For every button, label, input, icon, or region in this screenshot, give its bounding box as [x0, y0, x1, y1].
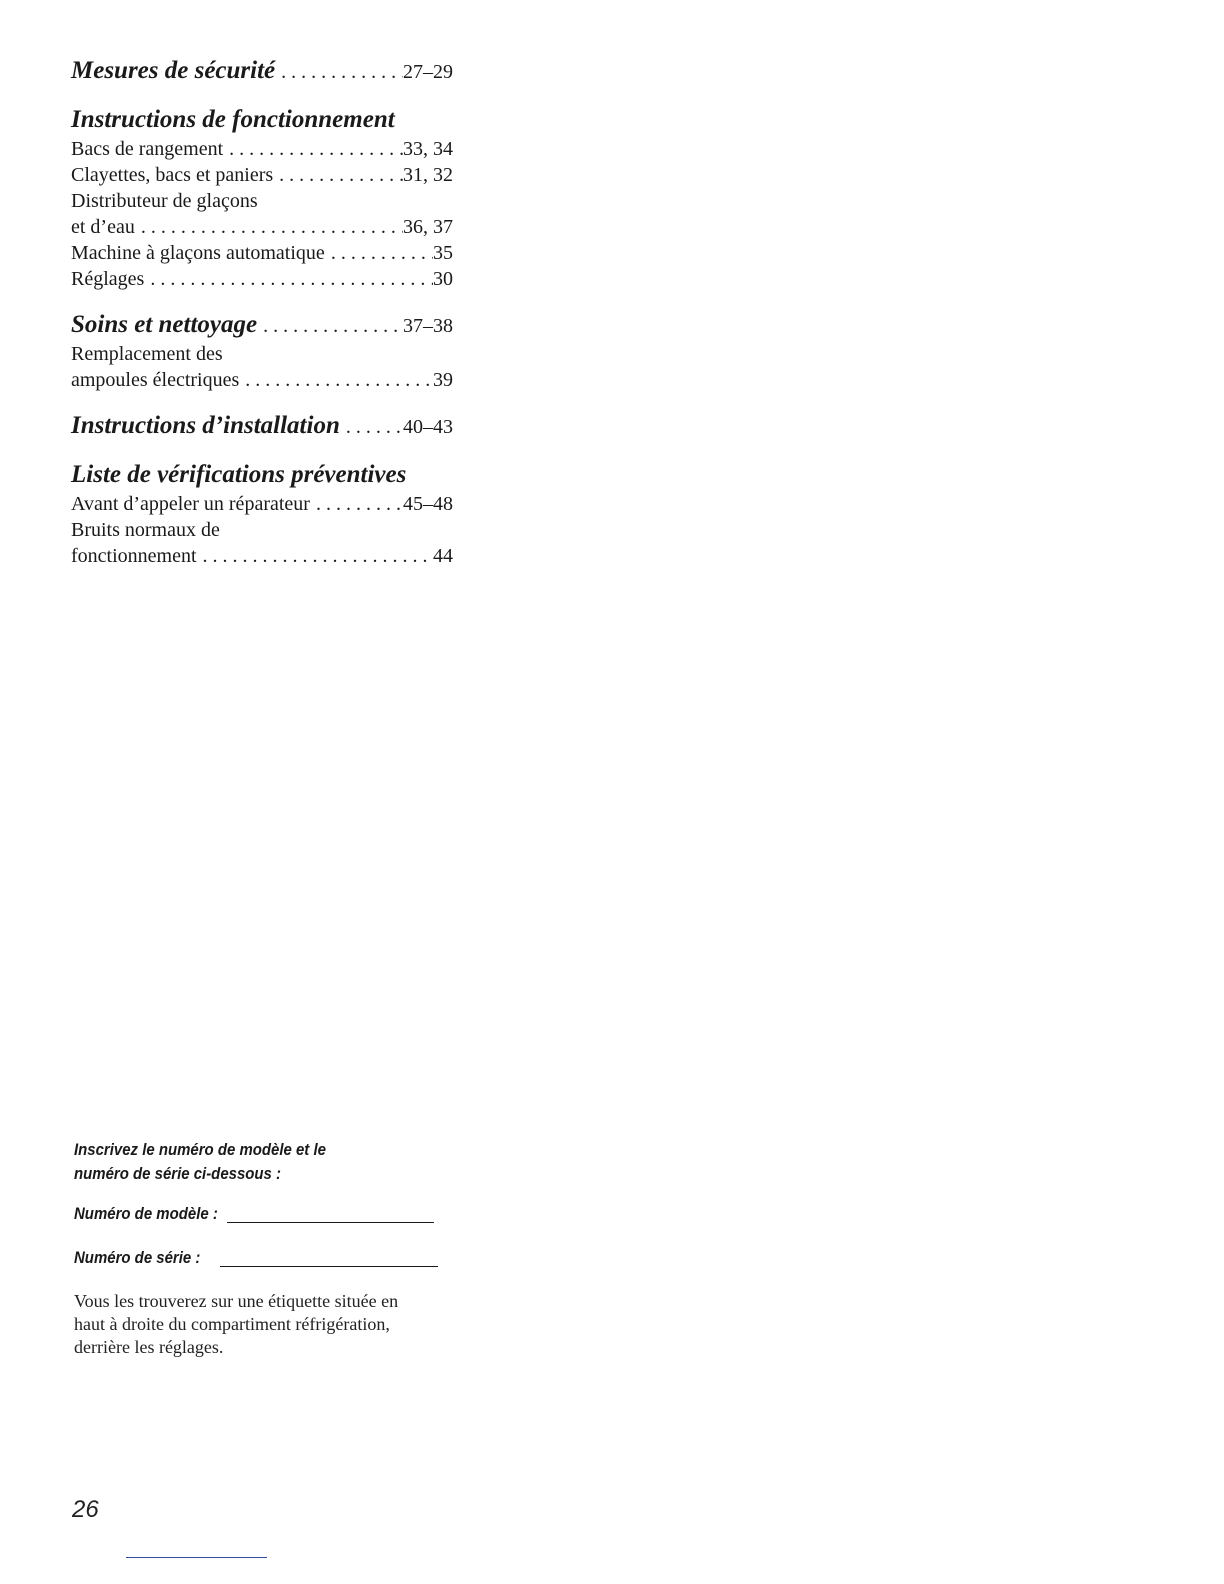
toc-heading-row[interactable] — [71, 309, 453, 341]
table-of-contents — [71, 55, 453, 586]
toc-page-range: 37–38 — [403, 315, 453, 337]
toc-heading: Instructions d’installation — [71, 412, 340, 439]
label-location-note — [74, 1290, 484, 1359]
toc-entry[interactable] — [71, 367, 453, 393]
toc-heading: Liste de vérifications préventives — [71, 461, 407, 488]
dot-leader — [275, 61, 403, 84]
toc-entry-label: Bruits normaux de — [71, 519, 220, 541]
toc-heading: Instructions de fonctionnement — [71, 106, 395, 133]
toc-entry-label: et d’eau — [71, 216, 135, 238]
toc-heading-row[interactable] — [71, 104, 453, 136]
toc-page-range: 40–43 — [403, 416, 453, 438]
toc-section-troubleshooting — [71, 459, 453, 569]
toc-entry[interactable] — [71, 543, 453, 569]
toc-entry-label: Distributeur de glaçons — [71, 190, 258, 212]
dot-leader — [135, 214, 403, 240]
toc-entry-label: ampoules électriques — [71, 369, 240, 391]
record-prompt-line: Inscrivez le numéro de modèle et le — [74, 1140, 326, 1159]
toc-entry-pages: 36, 37 — [403, 216, 453, 238]
toc-heading-row[interactable] — [71, 410, 453, 442]
record-prompt-line: numéro de série ci-dessous : — [74, 1164, 282, 1183]
toc-heading: Soins et nettoyage — [71, 311, 258, 338]
note-line: Vous les trouverez sur une étiquette située en — [74, 1291, 399, 1311]
toc-page-range: 27–29 — [403, 61, 453, 83]
model-serial-record — [74, 1138, 494, 1359]
page-number: 26 — [72, 1496, 99, 1523]
toc-entry-pages: 35 — [433, 242, 453, 264]
model-number-field-row — [74, 1202, 494, 1226]
toc-section-installation — [71, 410, 453, 442]
toc-heading-row[interactable] — [71, 459, 453, 491]
note-line: derrière les réglages. — [74, 1337, 224, 1357]
toc-section-operating — [71, 104, 453, 292]
toc-entry-pages: 31, 32 — [403, 164, 453, 186]
serial-number-field-row — [74, 1246, 494, 1270]
toc-entry-pages: 39 — [433, 369, 453, 391]
toc-entry[interactable] — [71, 341, 453, 367]
dot-leader — [197, 543, 433, 569]
toc-heading: Mesures de sécurité — [71, 57, 276, 84]
dot-leader — [144, 266, 433, 292]
model-number-label: Numéro de modèle : — [74, 1204, 218, 1223]
toc-entry-label: Clayettes, bacs et paniers — [71, 164, 274, 186]
toc-entry-label: fonctionnement — [71, 545, 197, 567]
toc-entry[interactable] — [71, 214, 453, 240]
toc-section-care — [71, 309, 453, 393]
toc-heading-row[interactable] — [71, 55, 453, 87]
toc-entry-label: Réglages — [71, 268, 145, 290]
dot-leader — [239, 367, 433, 393]
toc-entry[interactable] — [71, 517, 453, 543]
toc-entry-pages: 45–48 — [403, 493, 453, 515]
toc-entry[interactable] — [71, 162, 453, 188]
dot-leader — [340, 416, 403, 439]
dot-leader — [310, 491, 403, 517]
toc-entry-label: Remplacement des — [71, 343, 223, 365]
toc-entry-pages: 33, 34 — [403, 138, 453, 160]
dot-leader — [257, 315, 403, 338]
toc-entry-pages: 30 — [433, 268, 453, 290]
toc-entry[interactable] — [71, 136, 453, 162]
note-line: haut à droite du compartiment réfrigération, — [74, 1314, 390, 1334]
toc-entry-label: Avant d’appeler un réparateur — [71, 493, 310, 515]
toc-section-safety — [71, 55, 453, 87]
toc-entry-pages: 44 — [433, 545, 453, 567]
toc-entry[interactable] — [71, 491, 453, 517]
toc-entry-label: Bacs de rangement — [71, 138, 224, 160]
toc-entry-label: Machine à glaçons automatique — [71, 242, 325, 264]
record-prompt — [74, 1138, 391, 1186]
model-number-blank[interactable] — [227, 1204, 434, 1223]
dot-leader — [325, 240, 433, 266]
toc-entry[interactable] — [71, 188, 453, 214]
serial-number-blank[interactable] — [220, 1248, 438, 1267]
toc-entry[interactable] — [71, 266, 453, 292]
toc-entry[interactable] — [71, 240, 453, 266]
serial-number-label: Numéro de série : — [74, 1248, 201, 1267]
dot-leader — [223, 136, 403, 162]
footer-rule — [126, 1557, 267, 1558]
dot-leader — [273, 162, 403, 188]
